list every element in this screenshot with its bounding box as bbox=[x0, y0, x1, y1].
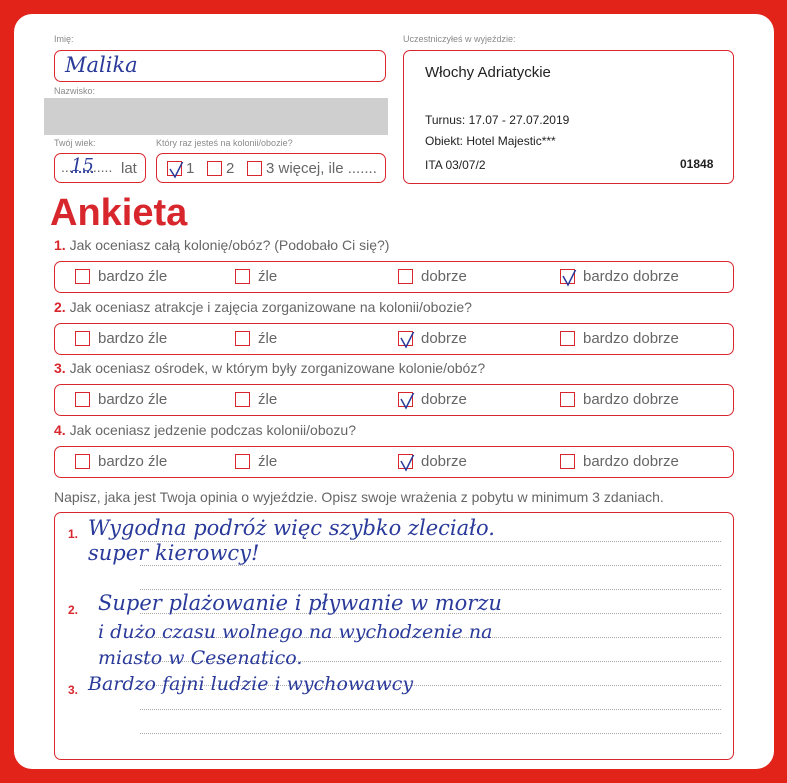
answer-line bbox=[140, 709, 721, 710]
name-label: Imię: bbox=[54, 34, 74, 44]
opinion-prompt: Napisz, jaka jest Twoja opinia o wyjeździe. Opisz swoje wrażenia z pobytu w minimum 3 zdaniach. bbox=[54, 489, 664, 505]
question-4-text bbox=[54, 422, 356, 438]
option-label: bardzo źle bbox=[98, 268, 168, 285]
trip-box bbox=[403, 50, 734, 184]
option-checkbox[interactable] bbox=[235, 454, 250, 469]
question-2-text bbox=[54, 299, 472, 315]
checkmark-icon bbox=[399, 393, 416, 410]
trip-label: Uczestniczyłeś w wyjeździe: bbox=[403, 34, 516, 44]
trip-number: 01848 bbox=[680, 157, 714, 171]
question-1-options bbox=[54, 261, 734, 293]
age-field[interactable] bbox=[54, 153, 146, 183]
question-number: 2. bbox=[54, 299, 66, 315]
option-label: bardzo źle bbox=[98, 330, 168, 347]
question-1-text bbox=[54, 237, 389, 253]
checkmark-icon bbox=[399, 332, 416, 349]
checkmark-icon bbox=[168, 162, 185, 179]
answer-1-line-1: Wygodna podróż więc szybko zleciało. bbox=[88, 516, 495, 540]
times-label: Który raz jesteś na kolonii/obozie? bbox=[156, 138, 293, 148]
question-label: Jak oceniasz ośrodek, w którym były zorganizowane kolonie/obóz? bbox=[69, 360, 486, 376]
checkmark-icon bbox=[561, 270, 578, 287]
answer-3-line-1: Bardzo fajni ludzie i wychowawcy bbox=[88, 673, 414, 695]
age-unit: lat bbox=[121, 160, 137, 177]
answer-2-line-1: Super plażowanie i pływanie w morzu bbox=[98, 591, 502, 615]
question-number: 1. bbox=[54, 237, 66, 253]
name-value: Malika bbox=[65, 53, 138, 77]
option-checkbox[interactable] bbox=[75, 392, 90, 407]
option-label: źle bbox=[258, 453, 278, 470]
age-dots-before: ... bbox=[61, 159, 73, 175]
option-label: bardzo dobrze bbox=[583, 268, 679, 285]
times-checkbox-3[interactable] bbox=[247, 161, 262, 176]
question-number: 4. bbox=[54, 422, 66, 438]
question-label: Jak oceniasz atrakcje i zajęcia zorganizowane na kolonii/obozie? bbox=[69, 299, 472, 315]
times-opt2: 2 bbox=[226, 160, 235, 177]
option-label: bardzo źle bbox=[98, 453, 168, 470]
age-value: 15 bbox=[71, 155, 94, 176]
question-number: 3. bbox=[54, 360, 66, 376]
option-checkbox[interactable] bbox=[235, 269, 250, 284]
option-checkbox[interactable] bbox=[75, 331, 90, 346]
answer-1-line-2: super kierowcy! bbox=[88, 541, 260, 565]
trip-obiekt: Obiekt: Hotel Majestic*** bbox=[425, 134, 556, 148]
option-label: źle bbox=[258, 330, 278, 347]
answer-num: 3. bbox=[68, 683, 79, 697]
option-label: źle bbox=[258, 268, 278, 285]
age-dots-after: ...... bbox=[89, 159, 113, 175]
option-label: dobrze bbox=[421, 453, 467, 470]
option-label: bardzo dobrze bbox=[583, 330, 679, 347]
times-checkbox-1[interactable] bbox=[167, 161, 182, 176]
question-3-text bbox=[54, 360, 485, 376]
answer-line bbox=[140, 733, 721, 734]
trip-name: Włochy Adriatyckie bbox=[425, 64, 551, 81]
option-checkbox[interactable] bbox=[235, 392, 250, 407]
surname-label: Nazwisko: bbox=[54, 86, 96, 96]
option-label: bardzo dobrze bbox=[583, 453, 679, 470]
question-label: Jak oceniasz całą kolonię/obóz? (Podobało Ci się?) bbox=[69, 237, 390, 253]
survey-sheet bbox=[14, 14, 774, 769]
question-label: Jak oceniasz jedzenie podczas kolonii/obozu? bbox=[69, 422, 356, 438]
option-label: dobrze bbox=[421, 268, 467, 285]
answer-line bbox=[140, 589, 721, 590]
option-label: dobrze bbox=[421, 330, 467, 347]
option-checkbox[interactable] bbox=[75, 269, 90, 284]
answer-num: 2. bbox=[68, 603, 79, 617]
option-label: bardzo dobrze bbox=[583, 391, 679, 408]
option-checkbox[interactable] bbox=[75, 454, 90, 469]
name-field[interactable] bbox=[54, 50, 386, 82]
option-label: źle bbox=[258, 391, 278, 408]
question-4-options bbox=[54, 446, 734, 478]
times-opt3: 3 więcej, ile ....... bbox=[266, 160, 377, 177]
option-checkbox[interactable] bbox=[560, 269, 575, 284]
option-checkbox[interactable] bbox=[560, 454, 575, 469]
surname-redacted bbox=[44, 98, 388, 135]
checkmark-icon bbox=[399, 455, 416, 472]
option-checkbox[interactable] bbox=[398, 454, 413, 469]
answer-num: 1. bbox=[68, 527, 79, 541]
option-checkbox[interactable] bbox=[235, 331, 250, 346]
answer-line bbox=[140, 565, 721, 566]
question-3-options bbox=[54, 384, 734, 416]
times-opt1: 1 bbox=[186, 160, 195, 177]
answer-2-line-3: miasto w Cesenatico. bbox=[98, 647, 303, 669]
question-2-options bbox=[54, 323, 734, 355]
option-label: dobrze bbox=[421, 391, 467, 408]
trip-turnus: Turnus: 17.07 - 27.07.2019 bbox=[425, 113, 570, 127]
trip-code: ITA 03/07/2 bbox=[425, 158, 486, 172]
age-label: Twój wiek: bbox=[54, 138, 96, 148]
times-checkbox-2[interactable] bbox=[207, 161, 222, 176]
option-label: bardzo źle bbox=[98, 391, 168, 408]
option-checkbox[interactable] bbox=[560, 331, 575, 346]
times-field bbox=[156, 153, 386, 183]
survey-title: Ankieta bbox=[50, 192, 188, 234]
opinion-box[interactable] bbox=[54, 512, 734, 760]
option-checkbox[interactable] bbox=[560, 392, 575, 407]
option-checkbox[interactable] bbox=[398, 331, 413, 346]
answer-2-line-2: i dużo czasu wolnego na wychodzenie na bbox=[98, 621, 493, 643]
option-checkbox[interactable] bbox=[398, 269, 413, 284]
option-checkbox[interactable] bbox=[398, 392, 413, 407]
